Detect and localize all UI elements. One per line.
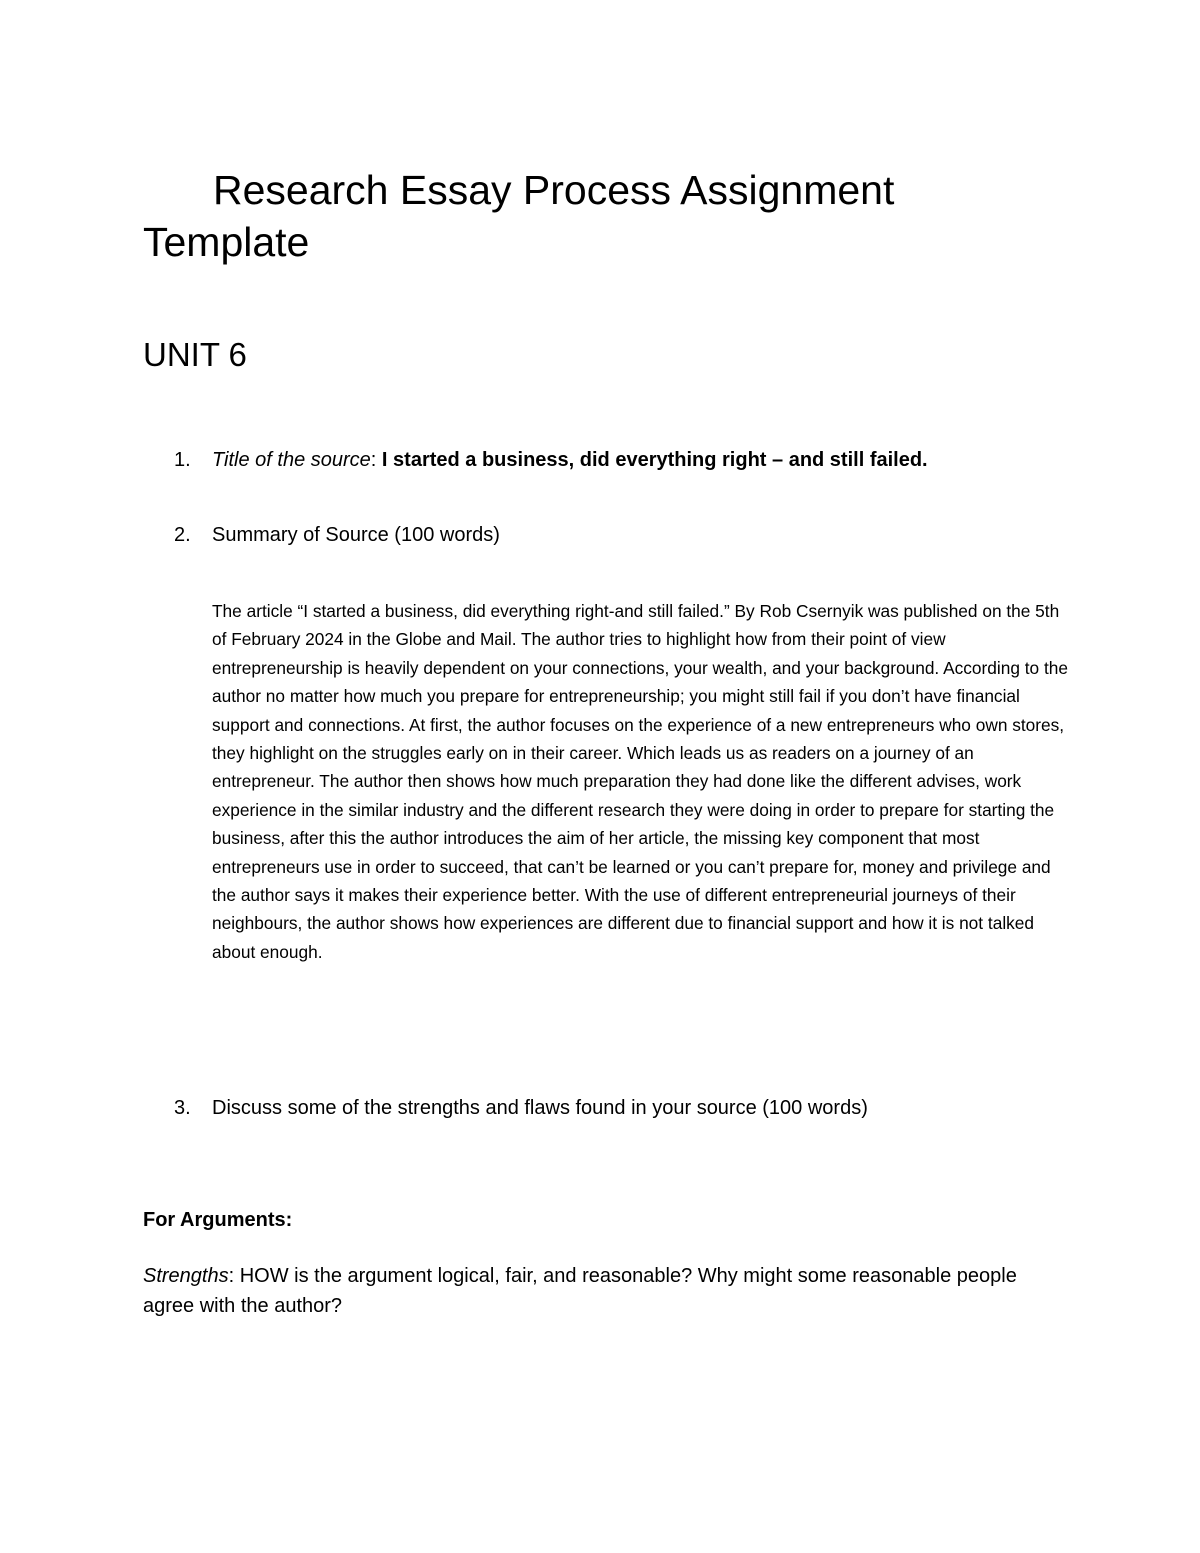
list-item-number: 2.: [174, 524, 191, 546]
list-item-summary: [174, 521, 500, 549]
strengths-flaws-label: Discuss some of the strengths and flaws found in your source (100 words): [212, 1097, 868, 1119]
source-title-separator: :: [370, 449, 382, 471]
for-arguments-heading: For Arguments:: [143, 1209, 293, 1231]
list-item-number: 3.: [174, 1097, 191, 1119]
summary-label: Summary of Source (100 words): [212, 524, 500, 546]
list-item-source-title: [174, 446, 928, 474]
unit-heading: UNIT 6: [143, 336, 247, 373]
strengths-separator: :: [228, 1265, 240, 1287]
summary-paragraph: The article “I started a business, did everything right-and still failed.” By Rob Csernyik was published on the 5th of February 2024 in the Globe and Mail. The author tries to highlight how from their point of view entrepreneurship is heavily dependent on your connections, your wealth, and your background. According to the author no matter how much you prepare for entrepreneurship; you might still fail if you don’t have financial support and connections. At first, the author focuses on the experience of a new entrepreneurs who own stores, they highlight on the struggles early on in their career. Which leads us as readers on a journey of an entrepreneur. The author then shows how much preparation they had done like the different advises, work experience in the similar industry and the different research they were doing in order to prepare for starting the business, after this the author introduces the aim of her article, the missing key component that most entrepreneurs use in order to succeed, that can’t be learned or you can’t prepare for, money and privilege and the author says it makes their experience better. With the use of different entrepreneurial journeys of their neighbours, the author shows how experiences are different due to financial support and how it is not talked about enough.: [212, 601, 1068, 962]
source-title-value: I started a business, did everything right – and still failed.: [381, 449, 928, 471]
strengths-paragraph: [143, 1261, 1043, 1321]
document-title: Research Essay Process Assignment Template: [143, 167, 895, 265]
strengths-text: HOW is the argument logical, fair, and reasonable? Why might some reasonable people agree with the author?: [143, 1265, 1017, 1317]
strengths-label: Strengths: [143, 1265, 229, 1287]
source-title-label: Title of the source: [212, 449, 371, 471]
list-item-strengths-flaws: [174, 1094, 868, 1122]
list-item-number: 1.: [174, 449, 191, 471]
